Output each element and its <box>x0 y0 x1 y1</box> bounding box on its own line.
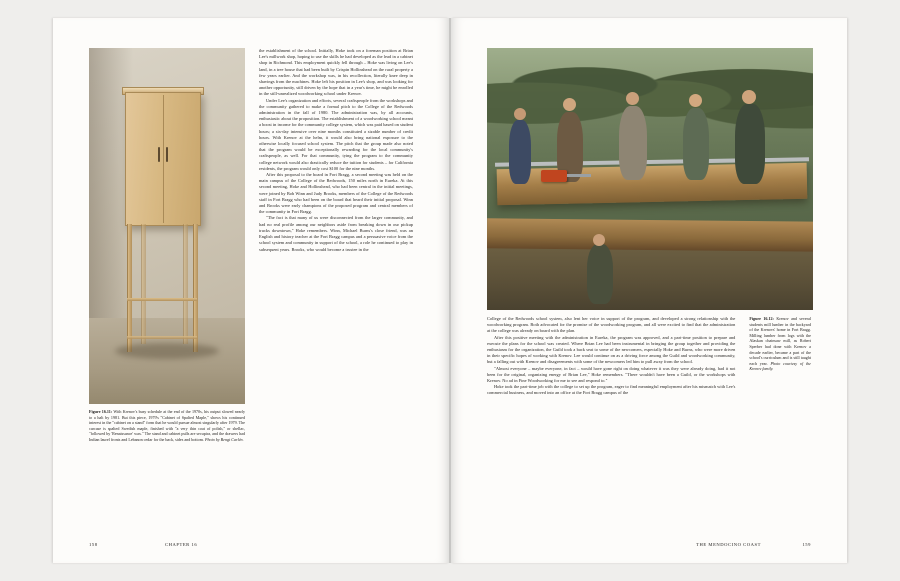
figure-16-11-caption <box>89 409 245 443</box>
left-page-content <box>89 48 413 519</box>
worker-figure <box>509 120 531 184</box>
right-page-content <box>487 48 811 519</box>
figure-16-12-caption <box>749 316 811 372</box>
figure-16-11-credit: Photo by Bengt Carlén. <box>204 436 244 442</box>
paragraph: the establishment of the school. Initially, Hoke took on a foreman position at Brian Lee's millwork shop, hoping to use the skills he had developed as the lead in a cabinet shop in Richmond. This employment quickly fell through – Hoke was living on Lee's land, in a tree house that had been built by Crispin Hollinshead on the rural property a few years earlier. And the workshop was, in his recollection, literally knee deep in shavings from the machines. Hoke left his position in Lee's shop, and was looking for another opportunity, still driven by the hope that in a year's time, he might be enrolled in the still-unrealized woodworking school under Krenov. <box>259 48 413 97</box>
paragraph: "The fact is that many of us were disconnected from the larger community, and had no real profile among our neighbors aside from breaking down in our pickup trucks downtown," Hoke remembers. Winn, Michael Burns's close friend, was an English and history teacher at the Fort Bragg campus and a persuasive voice from the school system and community in support of the school, a role he continued to play in subsequent years. Brooks, who would become a trustee in the <box>259 215 413 252</box>
worker-head <box>514 108 526 120</box>
worker-head <box>742 90 756 104</box>
paragraph: "Almost everyone – maybe everyone, in fact – would have gone right on doing whatever it was they were already doing, had it not been for the original, organizing energy of Brian Lee," Hoke remembers. "There wouldn't have been a Guild, or the workshops with Krenov. No ad in Fine Woodworking for me to see and respond to." <box>487 365 736 384</box>
left-column-figure <box>89 48 245 519</box>
figure-16-11-label: Figure 16.11: <box>89 409 113 414</box>
worker-figure <box>619 106 647 180</box>
worker-head <box>689 94 702 107</box>
paragraph: After this positive meeting with the administration in Eureka, the program was approved, and a part-time position to prepare and execute the plans for the school was created. Where Brian Lee had been instrumental in bringing the group together and providing the enthusiasm for the organization, the Guild took a back seat to some of the newcomers, especially Hoke and Burns, who were more driven in their specific hopes of working with Krenov. Lee would continue on as a driving force among the Guild and woodworking community, but a falling out with Krenov and disagreements with some of the newcomers led him to pull away from the school. <box>487 334 736 365</box>
page-number: 158 <box>89 542 98 547</box>
right-column-caption <box>749 316 811 397</box>
chainsaw-mill <box>541 170 567 182</box>
paragraph: College of the Redwoods school system, also lent her voice in support of the program, and developed a strong relationship with the woodworking program. Both advocated for the promise of the woodworking program, and all were excited to find that the administration at the college was already on board with the plan. <box>487 316 736 334</box>
right-columns <box>487 316 811 397</box>
paragraph: Under Lee's organization and efforts, several craftspeople from the workshops and the community gathered to make a formal pitch to the College of the Redwoods administration in the fall of 1980. The administration was, by all accounts, enthusiastic about the proposition. The establishment of a woodworking school meant a boost in income for the community college system, which was paid based on student hours; a six-day intensive over nine months constituted a sizable number of credit hours. With Krenov at the helm, it would also bring national exposure to the otherwise locally focused school system. The pitch that the group made also noted that the program would be exceptionally rewarding for the local community's craftspeople, as well. For that community, tying the program to the community college network would also drastically reduce the tuition for students – for California residents, the program would only cost $100 for the nine months. <box>259 97 413 171</box>
left-page <box>53 18 449 563</box>
right-page <box>451 18 847 563</box>
paragraph: Hoke took the part-time job with the college to set up the program, eager to find meaningful employment after his mismatch with Lee's commercial business, and moved into an office at the Fort Bragg campus of the <box>487 384 736 396</box>
figure-16-11-image <box>89 48 245 404</box>
paragraph: After this proposal to the board in Fort Bragg, a second meeting was held on the main campus of the College of the Redwoods, 150 miles north in Eureka. At this second meeting, Hoke and Hollinshead, who had been central in the initial meetings, were joined by Bob Winn and Judy Brooks, members of the College of the Redwoods staff in Fort Bragg who had been on the board that heard their initial proposal. Winn and Brooks were early champions of the proposed program and central members of the community in Fort Bragg. <box>259 172 413 215</box>
right-column-text <box>487 316 735 397</box>
left-columns <box>89 48 413 519</box>
figure-16-11-text: With Krenov's busy schedule at the end of the 1970s, his output slowed nearly to a halt by 1981. But this piece, 1979's "Cabinet of Spalted Maple," shows his continued interest in the "cabinet on a stand" form that he would pursue almost singularly after 1979. The carcase is spalted Swedish maple, finished with "a very thin coat of polish," or shellac, "followed by 'Renaissance' wax." The stand and cabinet pulls are secupira, and the drawers had Indian laurel fronts and Lebanon cedar for the back, sides and bottom. <box>89 409 245 442</box>
figure-16-12-credit: Photo courtesy of the Krenov family. <box>749 360 811 372</box>
running-head: THE MENDOCINO COAST <box>696 542 761 547</box>
worker-head <box>563 98 576 111</box>
left-page-folio <box>89 542 413 547</box>
worker-head <box>626 92 639 105</box>
worker-figure <box>587 244 613 304</box>
right-page-folio <box>487 542 811 547</box>
running-head: CHAPTER 16 <box>165 542 198 547</box>
worker-figure <box>735 104 765 184</box>
figure-16-12-text: Krenov and several students mill lumber in the backyard of the Krenovs' home in Fort Bragg. Milling lumber from logs with the Alaskan chainsaw mill, as Robert Sperber had done with Krenov a decade earlier, became a part of the school's curriculum and is still taught each year. <box>749 316 811 366</box>
worker-figure <box>683 108 709 180</box>
figure-16-12-image <box>487 48 813 310</box>
page-number: 159 <box>802 542 811 547</box>
book-gutter <box>449 18 451 563</box>
worker-head <box>593 234 605 246</box>
left-column-text <box>259 48 413 519</box>
figure-16-12-label: Figure 16.12: <box>749 316 774 321</box>
